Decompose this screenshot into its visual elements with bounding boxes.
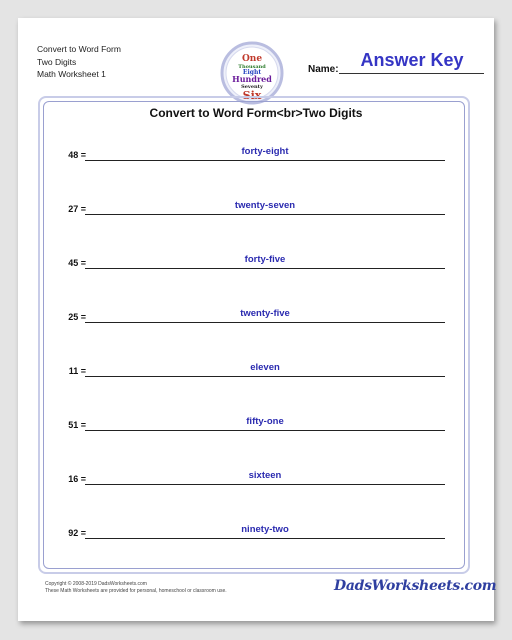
- problem-answer: forty-five: [244, 254, 286, 265]
- problem-number: 27 =: [68, 204, 86, 214]
- problem-row: [18, 200, 494, 220]
- answer-line: [85, 538, 445, 539]
- problem-number: 48 =: [68, 150, 86, 160]
- copyright-text: Copyright © 2008-2019 DadsWorksheets.com: [45, 581, 147, 587]
- header-title: Convert to Word Form: [37, 44, 121, 54]
- logo-word: Six: [242, 89, 262, 102]
- answer-key-label: Answer Key: [360, 50, 464, 70]
- logo-word: Eight: [242, 69, 262, 76]
- name-label: Name:: [308, 64, 339, 75]
- answer-line: [85, 484, 445, 485]
- header-subtitle: Two Digits: [37, 56, 77, 67]
- logo-word: Seventy: [241, 84, 263, 90]
- logo-word: Thousand: [238, 64, 266, 70]
- answer-line: [85, 160, 445, 161]
- problem-answer: fifty-one: [246, 416, 284, 427]
- problem-number: 51 =: [68, 420, 86, 430]
- problem-answer: twenty-five: [240, 308, 290, 319]
- answer-line: [85, 268, 445, 269]
- problem-row: [18, 470, 494, 490]
- footer-brand-logo: DadsWorksheets.com: [334, 578, 497, 594]
- logo-word: Hundred: [232, 74, 272, 84]
- problems-frame: [38, 96, 470, 574]
- problem-answer: sixteen: [248, 470, 282, 481]
- name-field-line: [339, 73, 484, 74]
- problem-row: [18, 308, 494, 328]
- footer-copyright: [45, 581, 227, 594]
- usage-note: These Math Worksheets are provided for personal, homeschool or classroom use.: [45, 587, 227, 594]
- problem-answer: eleven: [250, 362, 280, 373]
- problem-row: [18, 146, 494, 166]
- problem-row: [18, 254, 494, 274]
- answer-line: [85, 430, 445, 431]
- problem-answer: twenty-seven: [234, 200, 296, 211]
- problem-row: [18, 416, 494, 436]
- problem-number: 25 =: [68, 312, 86, 322]
- problem-number: 11 =: [68, 366, 86, 376]
- problem-answer: forty-eight: [241, 146, 289, 157]
- answer-line: [85, 376, 445, 377]
- worksheet-header: [37, 43, 121, 81]
- problem-number: 92 =: [68, 528, 86, 538]
- problem-row: [18, 362, 494, 382]
- answer-line: [85, 214, 445, 215]
- worksheet-title: Convert to Word Form<br>Two Digits: [149, 106, 363, 120]
- answer-line: [85, 322, 445, 323]
- logo-word: One: [241, 54, 263, 64]
- header-worksheet-number: Math Worksheet 1: [37, 69, 106, 79]
- problems-frame-inner: [43, 101, 465, 569]
- worksheet-page: [18, 18, 497, 621]
- problem-number: 45 =: [68, 258, 86, 268]
- problem-number: 16 =: [68, 474, 86, 484]
- problem-answer: ninety-two: [241, 524, 289, 535]
- problem-row: [18, 524, 494, 544]
